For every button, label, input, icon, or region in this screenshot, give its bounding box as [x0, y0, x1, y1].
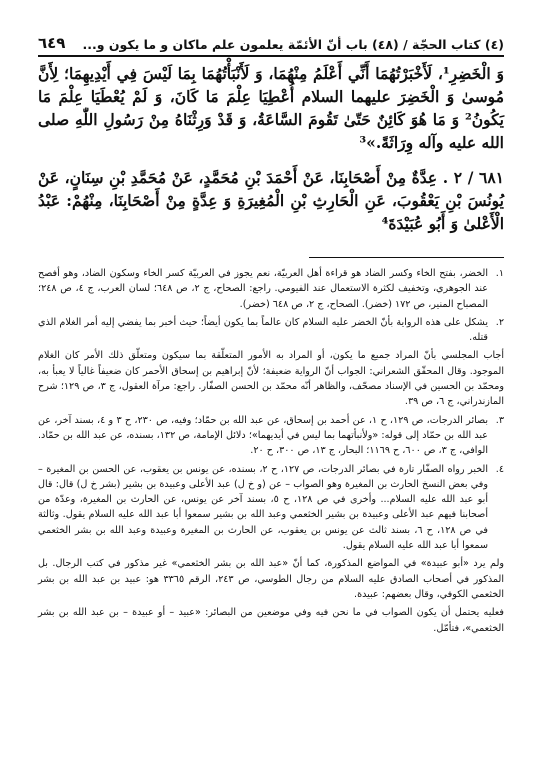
- page-number: ٦٤٩: [38, 34, 66, 52]
- footnote-continuation: فعليه يحتمل أن يكون الصواب في ما نحن فيه وفي موضعين من البصائر: «عبيد – أو عبيدة – بن عبد الله بن بشر الخثعمي»، فتأمّل.: [38, 607, 504, 634]
- footnote-text: يشكل على هذه الرواية بأنّ الخضر عليه السلام كان عالماً بما يكون أيضاً؛ حيث أخبر بما يفضي إليه أمر الغلام الذي قتله.: [38, 316, 488, 344]
- footnote-number: ٤.: [495, 463, 504, 475]
- main-paragraph: وَ الْخَضِرِ¹، لَأَخْبَرْتُهُمَا أَنِّي أَعْلَمُ مِنْهُمَا، وَ لَأَنْبَأْتُهُمَا بِمَا لَيْسَ فِي أَيْدِيهِمَا؛ لِأَنَّ مُوسىٰ وَ الْخَضِرَ عليهما السلام أُعْطِيَا عِلْمَ مَا كَانَ، وَ لَمْ يُعْطَيَا عِلْمَ مَا يَكُونُ² وَ مَا هُوَ كَائِنٌ حَتّىٰ تَقُومَ السَّاعَةُ، وَ قَدْ وَرِثْنَاهُ مِنْ رَسُولِ اللّٰهِ صلى الله عليه وآله وِرَاثَةً.»³: [38, 64, 504, 152]
- footnote: [38, 462, 504, 554]
- footnote-text: الخبر رواه الصفّار تارة في بصائر الدرجات، ص ١٢٧، ح ٢، بسنده، عن يونس بن يعقوب، عن الحسن بن المغيرة – وفي بعض النسخ الحارث بن المغيرة وهو الصواب – عن (و خ ل) عبد الأعلى وعبيدة بن بشير (بشر خ ل) قال: قال أبو عبد الله عليه السلام... وأخرى في ص ١٢٨، ح ٥، بسند آخر عن يونس، عن الحارث بن المغيرة، وعدّة من أصحابنا فيهم عبد الأعلى وعبيدة بن بشير الخثعمي وعبد الله بن بشير سمعوا أبا عبد الله عليه السلام يقول. وثالثة في ص ١٢٨، ح ٦، بسند ثالث عن يونس بن يعقوب، عن الحارث بن المغيرة وعبيدة وعبد الله بن بشر الخثعمي سمعوا أبا عبد الله عليه السلام يقول.: [38, 463, 489, 552]
- footnote-continuation: ولم يرد «أبو عبيدة» في المواضع المذكورة، كما أنّ «عبد الله بن بشر الخثعمي» غير مذكور في كتب الرجال. بل المذكور في أصحاب الصادق عليه السلام من رجال الطوسي، ص ٢٤٣، الرقم ٣٣٦٥ هو: عبيد بن عبد الله بن بشر الخثعمي الكوفي، وقال بعضهم: عبيدة.: [38, 558, 504, 600]
- footnote-number: ٢.: [495, 316, 504, 328]
- page-header: [38, 30, 504, 57]
- footnote-divider: [309, 257, 504, 258]
- main-text: [38, 62, 504, 247]
- footnote: [38, 266, 504, 312]
- footnotes: [38, 266, 504, 639]
- footnote: [38, 315, 504, 346]
- footnote-text: بصائر الدرجات، ص ١٢٩، ح ١، عن أحمد بن إسحاق، عن عبد الله بن حمّاد؛ وفيه، ص ٢٣٠، ح ٣ و ٤، بسند آخر، عن عبد الله بن حمّاد إلى قوله: «ولأنبأتهما بما ليس في أيديهما»؛ دلائل الإمامة، ص ١٣٢، بسنده، عن عبد الله بن حمّاد. الوافي، ج ٣، ص ٦٠٠، ح ١١٦٩؛ البحار، ج ١٣، ص ٣٠٠، ح ٢٠.: [38, 414, 489, 457]
- hadith-paragraph: ٦٨١ / ٢ . عِدَّةٌ مِنْ أَصْحَابِنَا، عَنْ أَحْمَدَ بْنِ مُحَمَّدٍ، عَنْ مُحَمَّدِ بْنِ سِنَانٍ، عَنْ يُونُسَ بْنِ يَعْقُوبَ، عَنِ الْحَارِثِ بْنِ الْمُغِيرَةِ وَ عِدَّةٍ مِنْ أَصْحَابِنَا، مِنْهُمْ: عَبْدُ الْأَعْلىٰ وَ أَبُو عُبَيْدَةَ⁴: [38, 168, 504, 233]
- footnote-number: ١.: [495, 268, 504, 279]
- running-title: (٤) كتاب الحجّة / (٤٨) باب أنّ الأئمّة يعلمون علم ماكان و ما يكون و...: [82, 37, 504, 52]
- footnote-number: ٣.: [495, 414, 504, 426]
- footnote-continuation: أجاب المجلسي بأنّ المراد جميع ما يكون، أو المراد به الأمور المتعلّقة بما سيكون ومتعلّق ذلك الأمر كان الغلام الموجود. وقال المحقّق الشعراني: الجواب أنّ الرواية ضعيفة؛ لأنّ إبراهيم بن إسحاق الأحمر كان ضعيفاً غالياً لا يعبأ به، ومحمّد بن الحسين في الإسناد مصحّف، والظاهر أنّه محمّد بن الحسن الصفّار. راجع: مرآة العقول، ج ٣، ص ١٢٩؛ شرح المازندراني، ج ٦، ص ٣٩.: [38, 350, 505, 408]
- footnote: [38, 413, 504, 459]
- footnote-text: الخضر، بفتح الخاء وكسر الضاد هو قراءة أهل العربيّة، نعم يجوز في العربيّة كسر الخاء وسكون الضاد، وهو أفصح عند الجوهري، وتخفيف لكثرة الاستعمال عند الفيومي. راجع: الصحاح، ج ٢، ص ٦٤٨؛ لسان العرب، ج ٤، ص ٢٤٨؛ المصباح المنير، ص ١٧٢ (خضر). الصحاح، ج ٢، ص ٦٤٨ (خضر).: [38, 268, 489, 310]
